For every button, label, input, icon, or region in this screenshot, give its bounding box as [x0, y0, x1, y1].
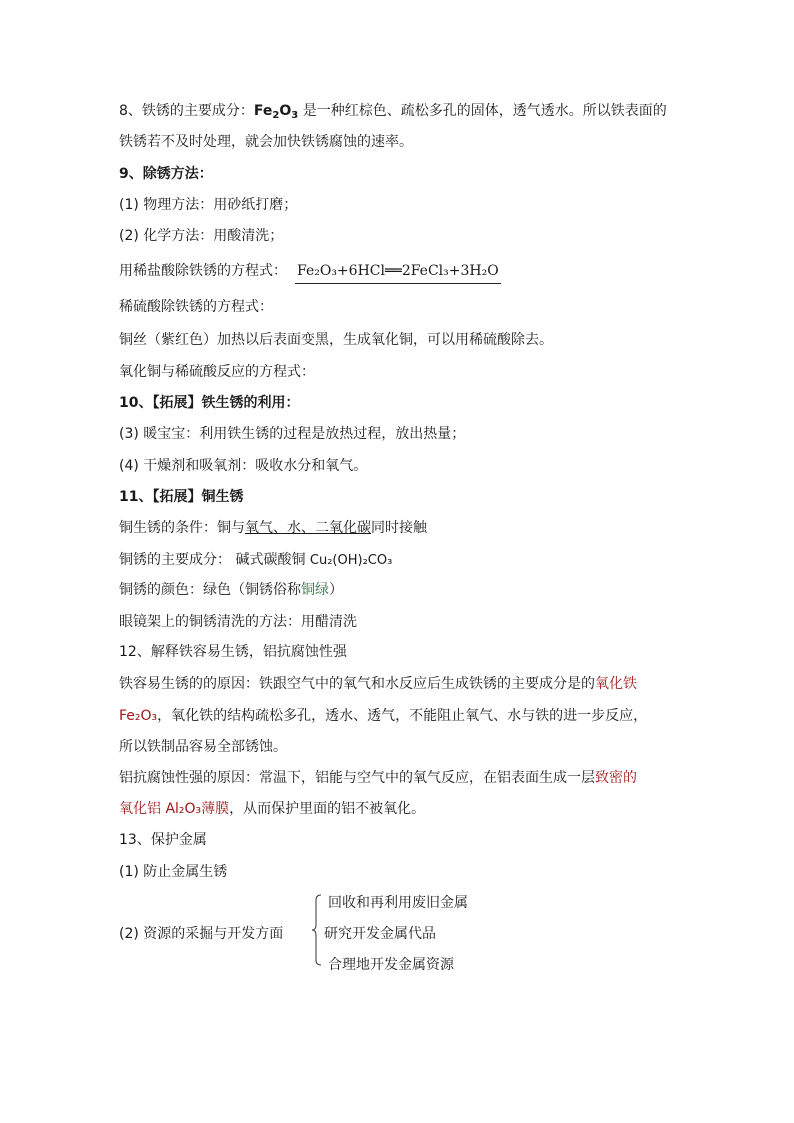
iron-oxide-term: 氧化铁	[595, 676, 637, 692]
hcl-equation: Fe₂O₃+6HCl══2FeCl₃+3H₂O	[295, 261, 501, 284]
item-8-line-2: 铁锈若不及时处理，就会加快铁锈腐蚀的速率。	[119, 134, 413, 150]
hcl-label: 用稀盐酸除铁锈的方程式：	[119, 263, 287, 279]
aluminum-reason-line-2: 氧化铝 Al₂O₃薄膜，从而保护里面的铝不被氧化。	[119, 801, 426, 817]
dense-term: 致密的	[595, 770, 637, 786]
item-8-text-1: 是一种红棕色、疏松多孔的固体，透气透水。所以铁表面的	[298, 103, 667, 119]
iron-reason-line-1: 铁容易生锈的的原因：铁跟空气中的氧气和水反应后生成铁锈的主要成分是的氧化铁	[119, 676, 637, 692]
item-9-method-1: (1) 物理方法：用砂纸打磨；	[119, 197, 298, 213]
protect-point-1: (1) 防止金属生锈	[119, 864, 228, 880]
basic-copper-carbonate-formula: Cu₂(OH)₂CO₃	[309, 553, 393, 568]
resource-option-3: 合理地开发金属资源	[328, 957, 454, 973]
item-9-method-2: (2) 化学方法：用酸清洗；	[119, 228, 284, 244]
copper-rust-cleaning: 眼镜架上的铜锈清洗的方法：用醋清洗	[119, 614, 357, 630]
copper-note: 铜丝（紫红色）加热以后表面变黑，生成氧化铜，可以用稀硫酸除去。	[119, 332, 553, 348]
copper-rust-condition: 铜生锈的条件：铜与氧气、水、二氧化碳同时接触	[119, 520, 427, 536]
alumina-film-term: 氧化铝 Al₂O₃薄膜	[119, 801, 230, 817]
item-10-title: 10、【拓展】铁生锈的利用：	[119, 395, 300, 411]
item-13-title: 13、保护金属	[119, 832, 207, 848]
item-8-line-1	[119, 101, 667, 126]
aluminum-reason-line-1: 铝抗腐蚀性强的原因：常温下，铝能与空气中的氧气反应，在铝表面生成一层致密的	[119, 770, 637, 786]
item-12-title: 12、解释铁容易生锈，铝抗腐蚀性强	[119, 644, 347, 660]
cuo-label: 氧化铜与稀硫酸反应的方程式：	[119, 364, 315, 380]
brace-bracket	[312, 894, 322, 966]
fe2o3-red-formula: Fe₂O₃	[119, 708, 158, 724]
resource-option-2: 研究开发金属代品	[324, 926, 436, 942]
item-8-label: 8、铁锈的主要成分：	[119, 103, 254, 119]
fe2o3-formula: $Fe_2O_3$	[253, 103, 299, 121]
copper-rust-composition: 铜锈的主要成分： 碱式碳酸铜 Cu₂(OH)₂CO₃	[119, 552, 393, 568]
iron-reason-line-3: 所以铁制品容易全部锈蚀。	[119, 739, 287, 755]
hcl-equation-line	[119, 261, 501, 284]
item-10-use-3: (3) 暖宝宝：利用铁生锈的过程是放热过程，放出热量；	[119, 426, 466, 442]
item-9-title: 9、除锈方法：	[119, 166, 213, 182]
condition-underlined: 氧气、水、二氧化碳	[245, 520, 371, 536]
copper-rust-color: 铜锈的颜色：绿色（铜锈俗称铜绿）	[119, 582, 343, 598]
iron-reason-line-2: Fe₂O₃，氧化铁的结构疏松多孔，透水、透气，不能阻止氧气、水与铁的进一步反应，	[119, 708, 648, 724]
h2so4-label: 稀硫酸除铁锈的方程式：	[119, 299, 273, 315]
verdigris-term: 铜绿	[301, 582, 329, 598]
protect-point-2: (2) 资源的采掘与开发方面	[119, 926, 284, 942]
resource-option-1: 回收和再利用废旧金属	[328, 895, 468, 911]
item-11-title: 11、【拓展】铜生锈	[119, 489, 244, 505]
item-10-use-4: (4) 干燥剂和吸氧剂：吸收水分和氧气。	[119, 458, 368, 474]
